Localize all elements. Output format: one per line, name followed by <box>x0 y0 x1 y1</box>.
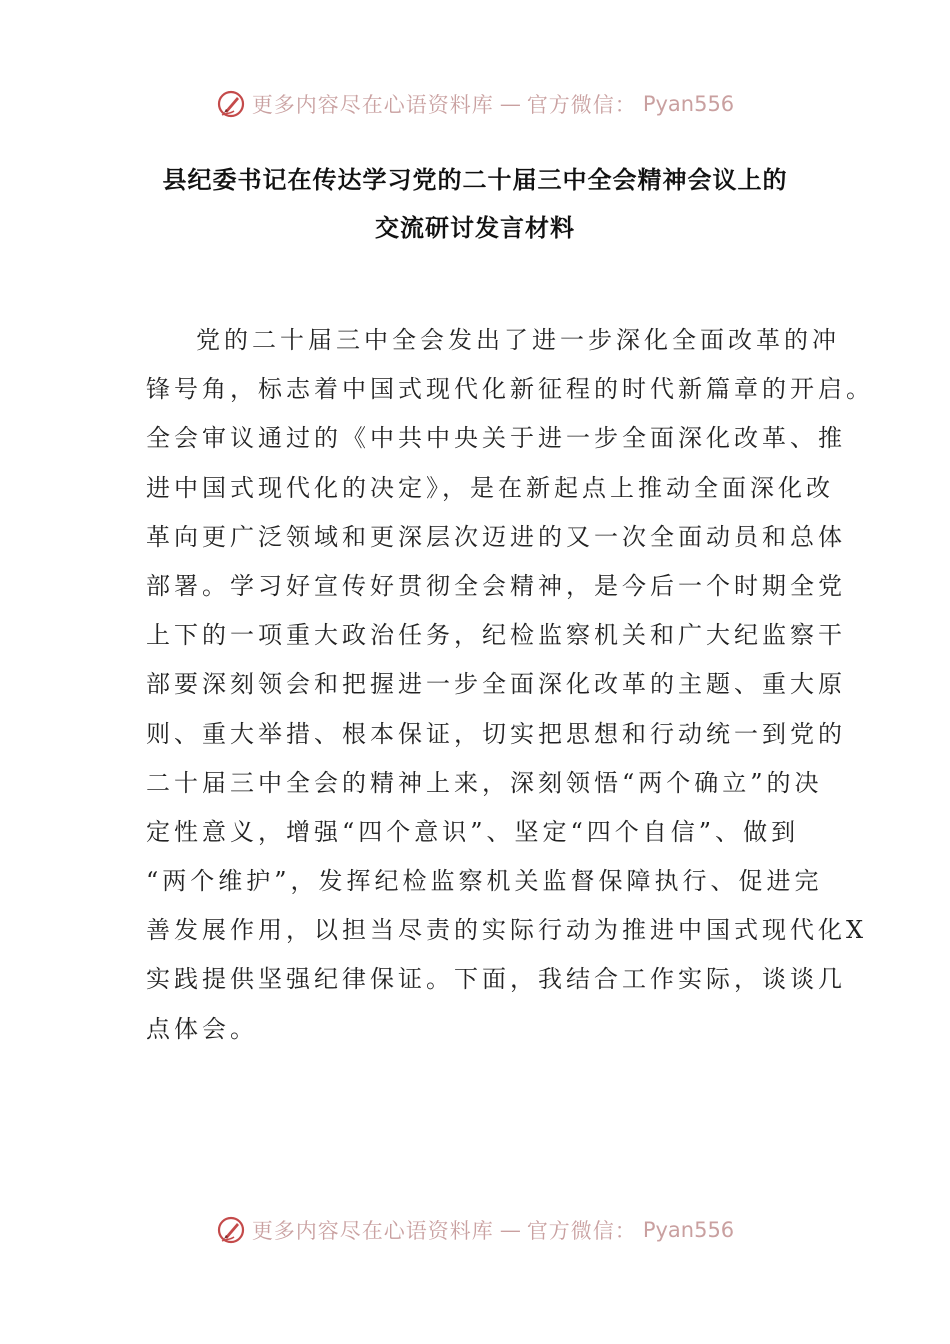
watermark-separator: — <box>499 1218 521 1242</box>
body-line: 定性意义，增强“四个意识”、坚定“四个自信”、做到 <box>146 817 800 846</box>
watermark-text: 更多内容尽在心语资料库 <box>251 93 494 117</box>
quill-pen-icon <box>216 1215 246 1245</box>
body-paragraph <box>146 316 874 1054</box>
body-line: 锋号角，标志着中国式现代化新征程的时代新篇章的开启。 <box>146 375 874 404</box>
body-line: 点体会。 <box>146 1014 258 1043</box>
watermark-label: 官方微信： <box>526 1219 637 1243</box>
body-line: 实践提供坚强纪律保证。下面，我结合工作实际，谈谈几 <box>146 965 846 994</box>
title-line-1: 县纪委书记在传达学习党的二十届三中全会精神会议上的 <box>162 166 788 194</box>
body-line: 善发展作用，以担当尽责的实际行动为推进中国式现代化X <box>146 916 868 945</box>
body-line: 二十届三中全会的精神上来，深刻领悟“两个确立”的决 <box>146 768 823 797</box>
header-watermark <box>0 84 950 124</box>
watermark-handle: Pyan556 <box>642 1218 735 1242</box>
watermark-text: 更多内容尽在心语资料库 <box>251 1219 494 1243</box>
body-line: “两个维护”，发挥纪检监察机关监督保障执行、促进完 <box>146 867 823 896</box>
watermark-separator: — <box>499 92 521 116</box>
footer-watermark <box>0 1210 950 1250</box>
body-line: 部署。学习好宣传好贯彻全会精神，是今后一个时期全党 <box>146 571 846 600</box>
body-line: 部要深刻领会和把握进一步全面深化改革的主题、重大原 <box>146 670 846 699</box>
body-line: 全会审议通过的《中共中央关于进一步全面深化改革、推 <box>146 424 846 453</box>
body-line: 进中国式现代化的决定》，是在新起点上推动全面深化改 <box>146 473 834 502</box>
document-title <box>120 156 830 252</box>
quill-pen-icon <box>216 89 246 119</box>
watermark-label: 官方微信： <box>526 93 637 117</box>
body-line: 革向更广泛领域和更深层次迈进的又一次全面动员和总体 <box>146 522 846 551</box>
body-line: 则、重大举措、根本保证，切实把思想和行动统一到党的 <box>146 719 846 748</box>
body-line: 上下的一项重大政治任务，纪检监察机关和广大纪监察干 <box>146 621 846 650</box>
watermark-handle: Pyan556 <box>642 92 735 116</box>
title-line-2: 交流研讨发言材料 <box>375 214 575 242</box>
body-line: 党的二十届三中全会发出了进一步深化全面改革的冲 <box>196 326 840 354</box>
